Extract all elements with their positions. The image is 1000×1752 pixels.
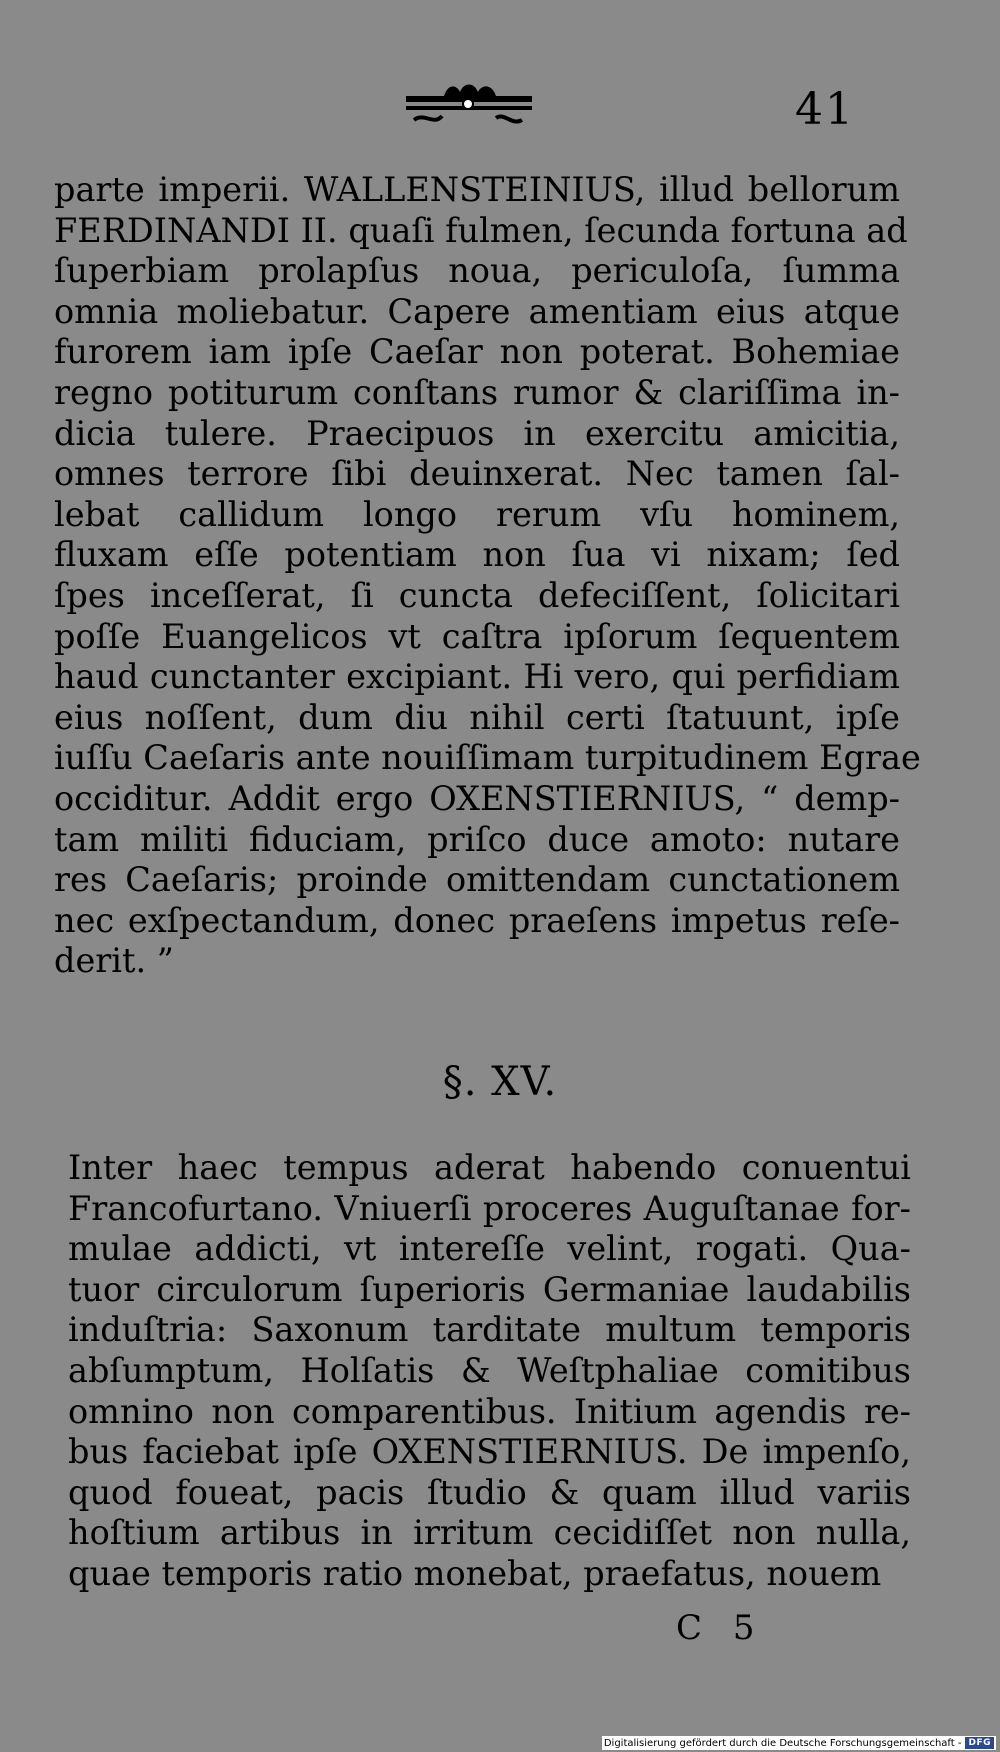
text-line: dicia tulere. Praecipuos in exercitu amicitia, — [54, 413, 900, 453]
text-line: quod foueat, pacis ſtudio & quam illud variis — [68, 1472, 911, 1512]
text-line: ſpes inceſſerat, ſi cuncta defeciſſent, ſolicitari — [54, 575, 900, 615]
text-line: iuſſu Caeſaris ante nouiſſimam turpitudinem Egrae — [54, 738, 921, 778]
text-line: abſumptum, Holſatis & Weſtphaliae comitibus — [68, 1350, 911, 1390]
text-line: parte imperii. WALLENSTEINIUS, illud bellorum — [54, 170, 900, 209]
text-line: regno potiturum conſtans rumor & clariſſima in- — [54, 372, 900, 412]
text-line: furorem iam ipſe Caeſar non poterat. Bohemiae — [54, 332, 900, 372]
text-line: fluxam eſſe potentiam non ſua vi nixam; ſed — [54, 535, 900, 575]
paragraph-1 — [54, 170, 921, 982]
text-line: derit. ” — [54, 941, 174, 981]
text-line: omnino non comparentibus. Initium agendis re- — [68, 1391, 911, 1431]
signature-mark: C 5 — [676, 1608, 765, 1648]
dfg-logo: DFG — [965, 1737, 994, 1749]
footer-text: Digitalisierung gefördert durch die Deutsche Forschungsgemeinschaft - — [603, 1737, 962, 1749]
text-line: quae temporis ratio monebat, praefatus, nouem — [68, 1553, 882, 1593]
text-line: hoſtium artibus in irritum cecidiſſet non nulla, — [68, 1513, 911, 1553]
header-ornament-icon — [404, 82, 534, 134]
text-line: haud cunctanter excipiant. Hi vero, qui perfidiam — [54, 657, 900, 697]
text-line: eius noſſent, dum diu nihil certi ſtatuunt, ipſe — [54, 697, 900, 737]
text-line: nec exſpectandum, donec praeſens impetus reſe- — [54, 900, 900, 940]
text-line: lebat callidum longo rerum vſu hominem, — [54, 494, 900, 534]
text-line: omnes terrore ſibi deuinxerat. Nec tamen ſal- — [54, 454, 900, 494]
text-line: ſuperbiam prolapſus noua, periculoſa, ſumma — [54, 251, 900, 291]
section-heading: §. XV. — [442, 1059, 558, 1105]
text-line: tuor circulorum ſuperioris Germaniae laudabilis — [68, 1269, 911, 1309]
text-line: bus faciebat ipſe OXENSTIERNIUS. De impenſo, — [68, 1432, 911, 1472]
paragraph-2 — [68, 1148, 911, 1595]
text-line: Francofurtano. Vniuerſi proceres Auguſtanae for- — [68, 1188, 911, 1228]
digitization-footer — [602, 1736, 996, 1750]
page-number: 41 — [795, 84, 855, 135]
text-line: induſtria: Saxonum tarditate multum temporis — [68, 1310, 911, 1350]
text-line: occiditur. Addit ergo OXENSTIERNIUS, “ demp- — [54, 778, 900, 818]
text-line: poſſe Euangelicos vt caſtra ipſorum ſequentem — [54, 616, 900, 656]
text-line: mulae addicti, vt intereſſe velint, rogati. Qua- — [68, 1229, 911, 1269]
text-line: res Caeſaris; proinde omittendam cunctationem — [54, 860, 900, 900]
text-line: FERDINANDI II. quaſi fulmen, ſecunda fortuna ad — [54, 210, 908, 250]
text-line: tam militi fiduciam, priſco duce amoto: nutare — [54, 819, 900, 859]
text-line: Inter haec tempus aderat habendo conuentui — [68, 1148, 911, 1187]
text-line: omnia moliebatur. Capere amentiam eius atque — [54, 291, 900, 331]
